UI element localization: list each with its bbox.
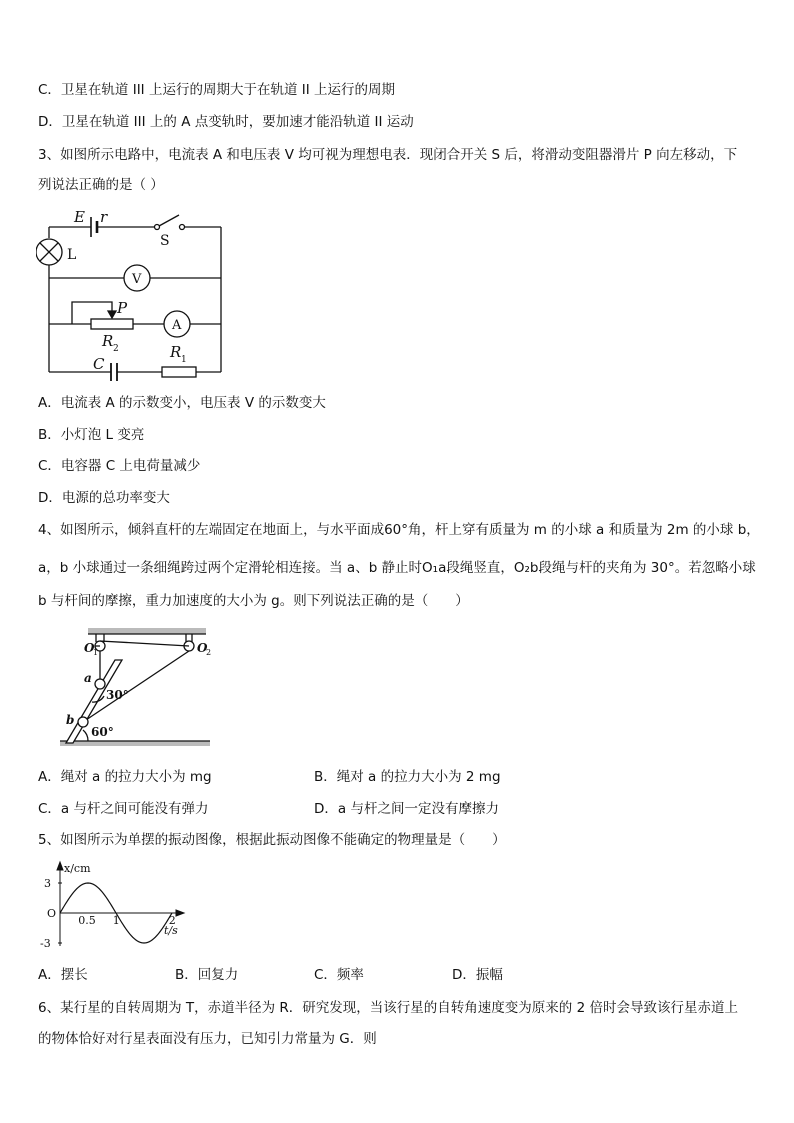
x-tick-label-1: 1 (112, 914, 120, 927)
label-b: b (66, 713, 75, 727)
q5-stem: 5、如图所示为单摆的振动图像，根据此振动图像不能确定的物理量是（ ） (38, 832, 506, 848)
label-l: L (67, 247, 77, 263)
q3-option-c: C．电容器 C 上电荷量减少 (38, 458, 201, 474)
q2-option-c: C．卫星在轨道 III 上运行的周期大于在轨道 II 上运行的周期 (38, 82, 395, 98)
q5-option-a: A．摆长 (38, 967, 88, 983)
pulley-diagram (56, 622, 216, 750)
label-o1-sub: 1 (93, 648, 99, 657)
label-r2: R (102, 332, 114, 350)
label-a: a (84, 671, 92, 685)
label-r2-sub: 2 (113, 344, 119, 354)
label-o2-sub: 2 (206, 648, 212, 657)
label-o2: O (197, 641, 208, 655)
q4-option-c: C．a 与杆之间可能没有弹力 (38, 801, 209, 817)
q4-stem-1: 4、如图所示，倾斜直杆的左端固定在地面上，与水平面成60°角，杆上穿有质量为 m 的小球 a 和质量为 2m 的小球 b， (38, 522, 760, 538)
chart-xlabel: t/s (164, 924, 178, 937)
label-r1: R (170, 343, 182, 361)
label-p: P (117, 299, 128, 317)
q6-stem-1: 6、某行星的自转周期为 T，赤道半径为 R．研究发现，当该行星的自转角速度变为原来的 2 倍时会导致该行星赤道上 (38, 1000, 738, 1016)
q4-option-b: B．绳对 a 的拉力大小为 2 mg (314, 769, 501, 785)
q3-stem-1: 3、如图所示电路中，电流表 A 和电压表 V 均可视为理想电表．现闭合开关 S 后，将滑动变阻器滑片 P 向左移动，下 (38, 147, 738, 163)
x-axis-arrow (176, 910, 184, 916)
label-r: r (100, 208, 108, 226)
oscillation-chart (36, 858, 196, 950)
q4-stem-2: a，b 小球通过一条细绳跨过两个定滑轮相连接。当 a、b 静止时O₁a段绳竖直，O₂b段绳与杆的夹角为 30°。若忽略小球 (38, 560, 756, 576)
y-tick-label-o: O (47, 907, 57, 920)
q4-stem-3: b 与杆间的摩擦，重力加速度的大小为 g。则下列说法正确的是（ ） (38, 593, 469, 609)
q3-option-d: D．电源的总功率变大 (38, 490, 170, 506)
label-v: V (132, 272, 142, 287)
y-tick-label-neg3: -3 (40, 937, 51, 950)
q4-option-d: D．a 与杆之间一定没有摩擦力 (314, 801, 499, 817)
label-s: S (160, 233, 170, 249)
label-o1: O (84, 641, 95, 655)
label-r1-sub: 1 (181, 355, 187, 365)
chart-ylabel: x/cm (64, 862, 91, 875)
circuit-diagram (36, 205, 236, 385)
x-tick-label-0-5: 0.5 (78, 914, 96, 927)
q5-option-b: B．回复力 (175, 967, 239, 983)
label-angle-30: 30° (106, 688, 129, 702)
q2-option-d: D．卫星在轨道 III 上的 A 点变轨时，要加速才能沿轨道 II 运动 (38, 114, 414, 130)
q6-stem-2: 的物体恰好对行星表面没有压力，已知引力常量为 G．则 (38, 1031, 377, 1047)
label-e: E (74, 208, 85, 226)
label-a: A (172, 318, 182, 333)
y-axis-arrow (57, 862, 63, 870)
q3-option-a: A．电流表 A 的示数变小，电压表 V 的示数变大 (38, 395, 326, 411)
q3-stem-2: 列说法正确的是（ ） (38, 177, 164, 193)
q4-option-a: A．绳对 a 的拉力大小为 mg (38, 769, 212, 785)
y-tick-label-3: 3 (44, 877, 51, 890)
q5-option-c: C．频率 (314, 967, 364, 983)
label-angle-60: 60° (91, 725, 114, 739)
q3-option-b: B．小灯泡 L 变亮 (38, 427, 145, 443)
label-c: C (93, 355, 105, 373)
x-tick-label-2: 2 (168, 914, 176, 927)
q5-option-d: D．振幅 (452, 967, 503, 983)
